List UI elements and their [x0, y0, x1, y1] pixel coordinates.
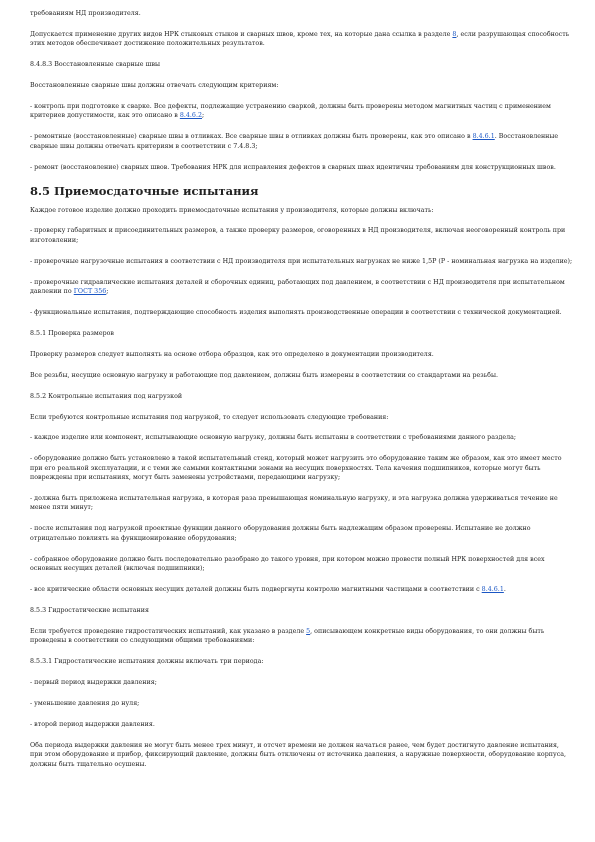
- text-run: - проверочные нагрузочные испытания в соответствии с НД производителя при испытательных нагрузках не ниже 1,5Р (Р - номинальная нагрузка на изделие);: [30, 257, 573, 265]
- text-run: - проверку габаритных и присоединительных размеров, а также проверку размеров, оговоренных в НД производителя, включая неоговоренный контроль при изготовлении;: [30, 227, 566, 244]
- paragraph: [30, 329, 573, 338]
- paragraph: [30, 257, 573, 266]
- text-run: ;: [106, 288, 109, 296]
- text-run: - функциональные испытания, подтверждающие способность изделия выполнять производственные операции в соответствии с технической документацией.: [30, 309, 562, 316]
- text-run: - первый период выдержки давления;: [30, 679, 157, 687]
- text-run: - второй период выдержки давления.: [30, 720, 155, 728]
- paragraph: [30, 413, 573, 422]
- text-run: - после испытания под нагрузкой проектные функции данного оборудования должны быть надлежащим образом проверены. Испытание не должно отрицательно повлиять на функционирование оборудования;: [30, 525, 531, 542]
- cross-reference-link[interactable]: 5: [306, 627, 311, 635]
- text-run: Восстановленные сварные швы должны отвечать следующим критериям:: [30, 82, 279, 90]
- paragraph: [30, 226, 573, 245]
- paragraph: [30, 371, 573, 380]
- paragraph: [30, 392, 573, 401]
- paragraph: [30, 350, 573, 359]
- paragraph: [30, 494, 573, 513]
- text-run: - собранное оборудование должно быть последовательно разобрано до такого уровня, при котором можно провести полный НРК поверхностей для всех основных несущих деталей (включая подшипники);: [30, 555, 545, 573]
- text-run: 8.4.8.3 Восстановленные сварные швы: [30, 61, 161, 69]
- cross-reference-link[interactable]: 8.4.6.2: [179, 112, 202, 120]
- paragraph: [30, 132, 573, 151]
- paragraph: [30, 720, 573, 729]
- paragraph: [30, 206, 573, 215]
- text-run: .: [503, 586, 506, 593]
- paragraph: [30, 433, 573, 442]
- text-run: , описывающем конкретные виды оборудования, то они должны быть проведены в соответствии со следующими общими требованиями:: [30, 627, 545, 645]
- text-run: требованиям НД производителя.: [30, 10, 141, 17]
- text-run: - все критические области основных несущих деталей должны быть подвергнуты контролю магнитными частицами в соответствии с: [30, 586, 482, 593]
- text-run: 8.5.1 Проверка размеров: [30, 329, 115, 337]
- text-run: - уменьшение давления до нуля;: [30, 699, 140, 707]
- text-run: Проверку размеров следует выполнять на основе отбора образцов, как это определено в документации производителя.: [30, 350, 434, 358]
- text-run: . Восстановленные сварные швы должны отвечать критериям в соответствии с 7.4.8.3;: [30, 133, 559, 150]
- paragraph: [30, 81, 573, 90]
- text-run: Каждое готовое изделие должно проходить приемосдаточные испытания у производителя, которые должны включать:: [30, 206, 434, 214]
- paragraph: [30, 741, 573, 769]
- paragraph: [30, 30, 573, 49]
- text-run: - контроль при подготовке к сварке. Все дефекты, подлежащие устранению сваркой, должны быть проверены методом магнитных частиц с применением критериев допустимости, как это описано в: [30, 103, 551, 120]
- paragraph: [30, 555, 573, 574]
- text-run: Если требуются контрольные испытания под нагрузкой, то следует использовать следующие требования:: [30, 413, 389, 421]
- text-run: - ремонтные (восстановленные) сварные швы в отливках. Все сварные швы в отливках должны быть проверены, как это описано в: [30, 133, 473, 141]
- text-run: Оба периода выдержки давления не могут быть менее трех минут, и отсчет времени не должен начаться ранее, чем будет достигнуто давление испытания, при этом оборудование и прибор, фиксирующий давление, должны быть отключены от источника давления, а наружные поверхности, оборудование корпуса, должны быть тщательно осушены.: [30, 741, 567, 768]
- cross-reference-link[interactable]: 8.4.6.1: [472, 133, 495, 141]
- paragraph: [30, 60, 573, 69]
- text-run: - должна быть приложена испытательная нагрузка, в которая раза превышающая номинальную нагрузку, и эта нагрузка должна удерживаться течение не менее пяти минут;: [30, 495, 558, 512]
- cross-reference-link[interactable]: ГОСТ 356: [73, 288, 107, 296]
- text-run: - ремонт (восстановление) сварных швов. Требования НРК для исправления дефектов в сварных швах идентичны требованиям для конструкционных швов.: [30, 163, 556, 171]
- paragraph: [30, 678, 573, 687]
- text-run: - оборудование должно быть установлено в такой испытательный стенд, который может нагрузить это оборудование таким же образом, как это имеет место при его реальной эксплуатации, и с теми же самыми контактными зонами на несущих поверхностях. Тела качения подшипников, которые могут быть повреждены при испытаниях, могут быть заменены устройствами, передающими нагрузку;: [30, 455, 562, 482]
- paragraph: [30, 585, 573, 594]
- text-run: - проверочные гидравлические испытания деталей и сборочных единиц, работающих под давлением, в соответствии с НД производителя при испытательном давлении по: [30, 278, 565, 296]
- paragraph: [30, 278, 573, 297]
- paragraph: [30, 9, 573, 18]
- text-run: Все резьбы, несущие основную нагрузку и работающие под давлением, должны быть измерены в соответствии со стандартами на резьбы.: [30, 371, 499, 379]
- paragraph: [30, 102, 573, 121]
- cross-reference-link[interactable]: 8: [452, 30, 457, 38]
- paragraph: [30, 163, 573, 172]
- text-run: 8.5.3.1 Гидростатические испытания должны включать три периода:: [30, 658, 264, 666]
- paragraph: [30, 308, 573, 317]
- paragraph: [30, 524, 573, 543]
- paragraph: [30, 606, 573, 615]
- text-run: 8.5 Приемосдаточные испытания: [30, 183, 259, 198]
- text-run: Если требуется проведение гидростатических испытаний, как указано в разделе: [30, 627, 307, 635]
- text-run: - каждое изделие или компонент, испытывающие основную нагрузку, должны быть испытаны в соответствии с требованиями данного раздела;: [30, 434, 517, 442]
- paragraph: [30, 454, 573, 482]
- paragraph: [30, 627, 573, 646]
- paragraph: [30, 699, 573, 708]
- text-run: 8.5.2 Контрольные испытания под нагрузкой: [30, 392, 183, 400]
- text-run: , если разрушающая способность этих методов обеспечивает достижение положительных результатов.: [30, 30, 570, 48]
- cross-reference-link[interactable]: 8.4.6.1: [481, 586, 504, 593]
- paragraph: [30, 657, 573, 666]
- text-run: ;: [202, 112, 205, 120]
- text-run: Допускается применение других видов НРК стыковых стыков и сварных швов, кроме тех, на которые дана ссылка в разделе: [30, 30, 453, 38]
- text-run: 8.5.3 Гидростатические испытания: [30, 606, 149, 614]
- section-heading: [30, 184, 573, 198]
